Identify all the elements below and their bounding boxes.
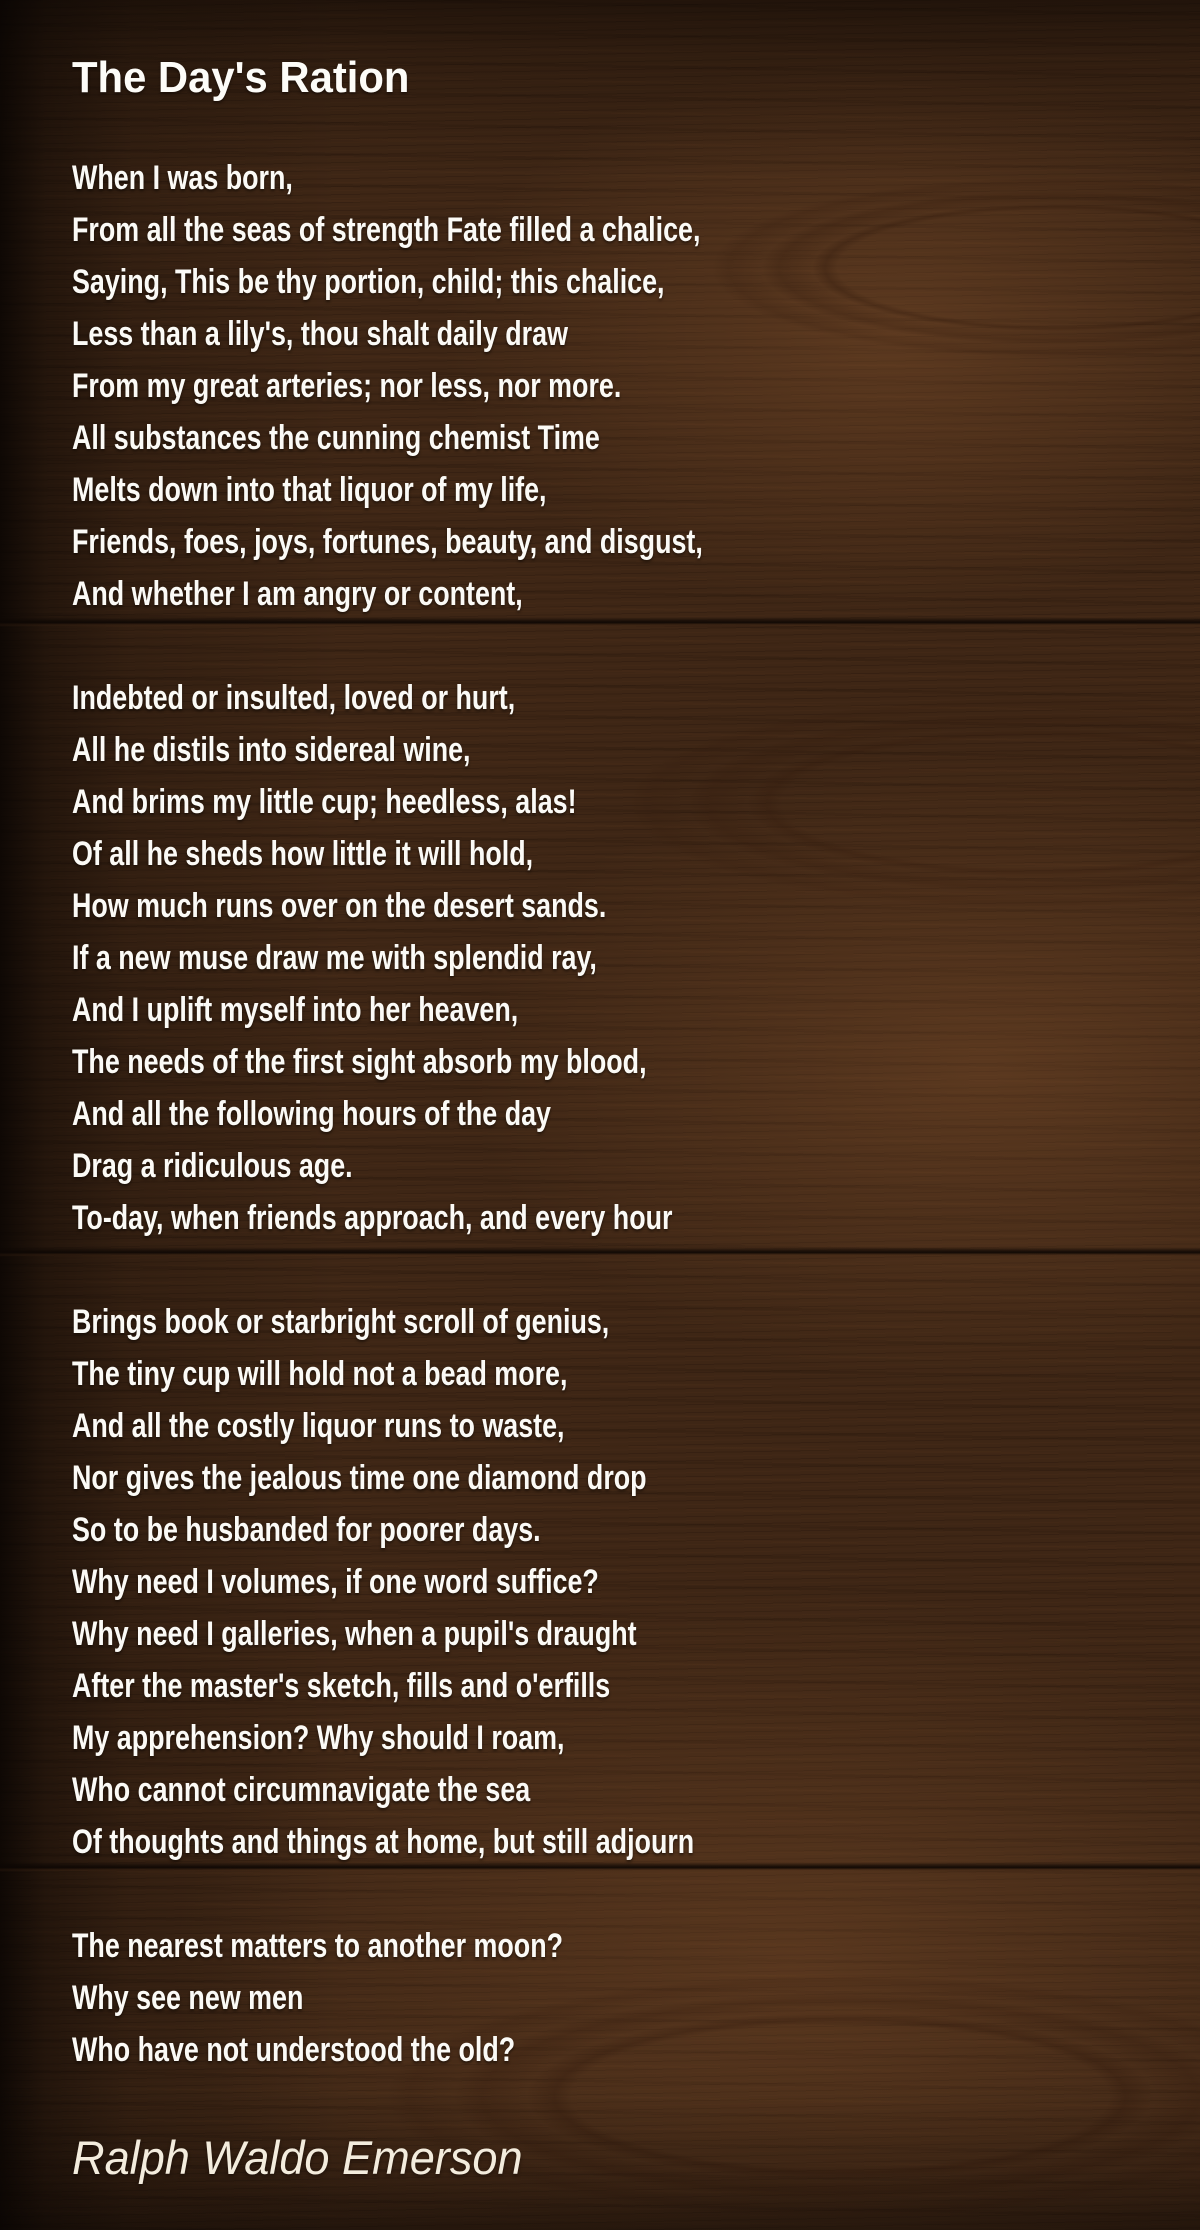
poem-line: All he distils into sidereal wine, (72, 731, 471, 769)
poem-line: If a new muse draw me with splendid ray, (72, 939, 597, 977)
poem-line: The tiny cup will hold not a bead more, (72, 1355, 568, 1393)
poem-line: To-day, when friends approach, and every hour (72, 1199, 673, 1237)
poem-line: Indebted or insulted, loved or hurt, (72, 679, 516, 717)
poem-line: All substances the cunning chemist Time (72, 419, 600, 457)
poem-body (72, 152, 1200, 2076)
stanza (72, 1920, 1200, 2076)
poem-line: From my great arteries; nor less, nor more. (72, 367, 622, 405)
poem-line: And whether I am angry or content, (72, 575, 523, 613)
poem-line: Who cannot circumnavigate the sea (72, 1771, 531, 1809)
poem-line: From all the seas of strength Fate filled a chalice, (72, 211, 701, 249)
poem-line: Drag a ridiculous age. (72, 1147, 353, 1185)
poem-line: And all the costly liquor runs to waste, (72, 1407, 565, 1445)
poem-line: Nor gives the jealous time one diamond drop (72, 1459, 647, 1497)
poem-line: Why need I volumes, if one word suffice? (72, 1563, 599, 1601)
poem-line: Friends, foes, joys, fortunes, beauty, and disgust, (72, 523, 703, 561)
poem-line: Of thoughts and things at home, but still adjourn (72, 1823, 695, 1861)
poem-line: My apprehension? Why should I roam, (72, 1719, 565, 1757)
poem-title: The Day's Ration (72, 53, 410, 102)
poem-line: Less than a lily's, thou shalt daily draw (72, 315, 568, 353)
poem-line: And brims my little cup; heedless, alas! (72, 783, 577, 821)
stanza (72, 152, 1200, 620)
poem-line: And all the following hours of the day (72, 1095, 551, 1133)
poem-line: The nearest matters to another moon? (72, 1927, 564, 1965)
poem-line: And I uplift myself into her heaven, (72, 991, 519, 1029)
poem-line: Of all he sheds how little it will hold, (72, 835, 534, 873)
stanza (72, 1296, 1200, 1868)
poem-line: Why see new men (72, 1979, 304, 2017)
stanza (72, 672, 1200, 1244)
poem-line: Saying, This be thy portion, child; this chalice, (72, 263, 665, 301)
poem-line: After the master's sketch, fills and o'erfills (72, 1667, 611, 1705)
poem-line: The needs of the first sight absorb my blood, (72, 1043, 647, 1081)
poem-line: So to be husbanded for poorer days. (72, 1511, 541, 1549)
poem-line: How much runs over on the desert sands. (72, 887, 607, 925)
poem-line: Brings book or starbright scroll of genius, (72, 1303, 610, 1341)
poem-line: Why need I galleries, when a pupil's draught (72, 1615, 637, 1653)
poem-line: When I was born, (72, 159, 293, 197)
poem-line: Who have not understood the old? (72, 2031, 516, 2069)
poem-author: Ralph Waldo Emerson (72, 2131, 523, 2184)
poem-line: Melts down into that liquor of my life, (72, 471, 547, 509)
